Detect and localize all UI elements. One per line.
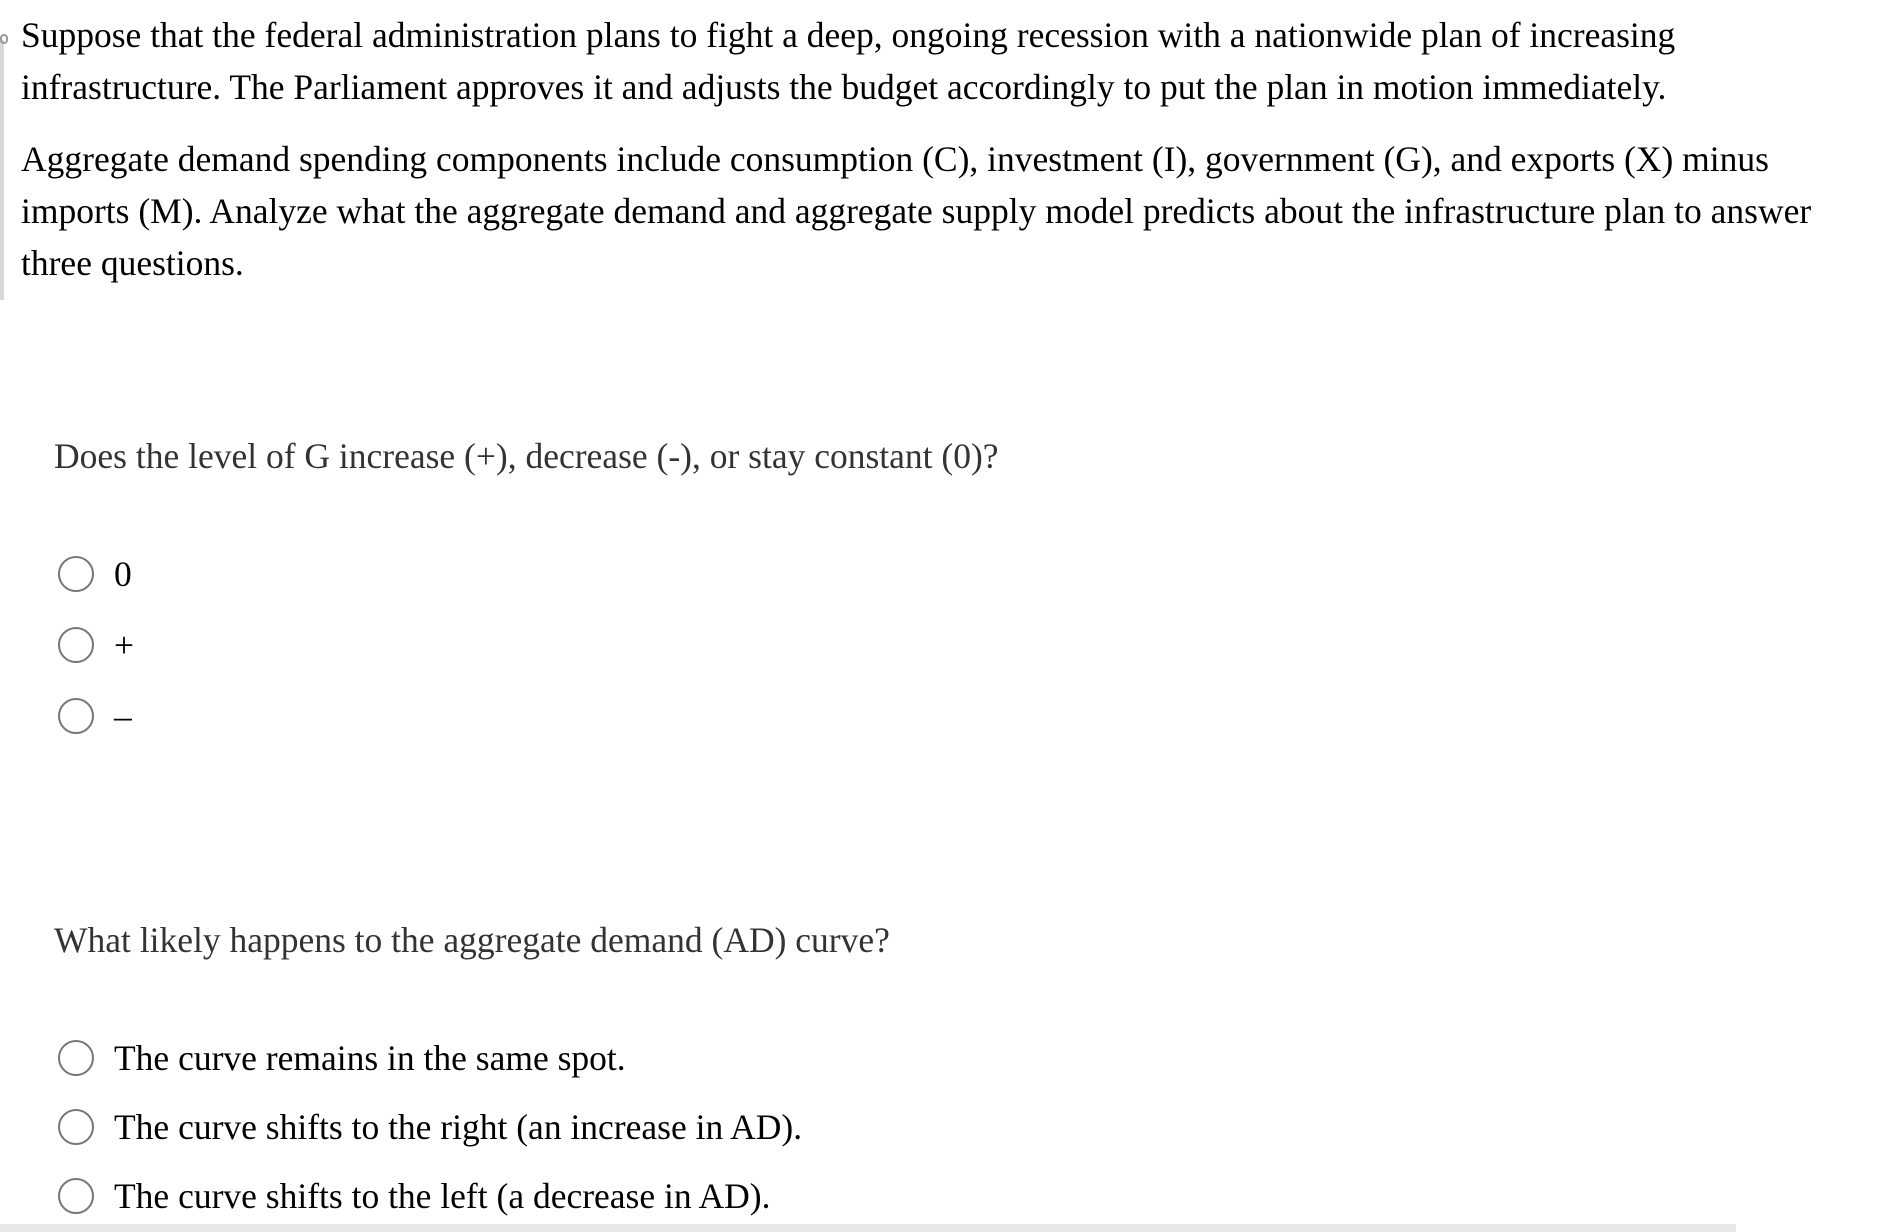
radio-button[interactable] — [58, 698, 94, 734]
option-label: The curve shifts to the left (a decrease in AD). — [114, 1176, 771, 1216]
option-label: The curve shifts to the right (an increase in AD). — [114, 1107, 803, 1147]
radio-button[interactable] — [58, 1178, 94, 1214]
intro-paragraph-2: Aggregate demand spending components include consumption (C), investment (I), government (G), and exports (X) minus imports (M). Analyze what the aggregate demand and aggregate supply model predicts about the infrastructure plan to answer three questions. — [21, 139, 1812, 283]
option-label: + — [114, 625, 135, 665]
radio-button[interactable] — [58, 1109, 94, 1145]
radio-button[interactable] — [58, 627, 94, 663]
bottom-divider — [0, 1224, 1736, 1232]
left-edge-rule — [0, 40, 4, 300]
option-ad-shift-left[interactable] — [58, 1172, 771, 1220]
left-edge-marker — [0, 34, 8, 44]
radio-button[interactable] — [58, 556, 94, 592]
question-g-level-prompt: Does the level of G increase (+), decrease (-), or stay constant (0)? — [54, 436, 999, 476]
option-g-decrease[interactable] — [58, 692, 132, 740]
option-ad-same-spot[interactable] — [58, 1034, 626, 1082]
option-label: – — [114, 696, 132, 736]
option-label: The curve remains in the same spot. — [114, 1038, 626, 1078]
option-label: 0 — [114, 554, 132, 594]
option-ad-shift-right[interactable] — [58, 1103, 802, 1151]
radio-button[interactable] — [58, 1040, 94, 1076]
intro-paragraph-1: Suppose that the federal administration plans to fight a deep, ongoing recession with a nationwide plan of increasing infrastructure. The Parliament approves it and adjusts the budget accordingly to put the plan in motion immediately. — [21, 15, 1676, 107]
option-g-increase[interactable] — [58, 621, 134, 669]
option-g-constant[interactable] — [58, 550, 132, 598]
question-ad-curve-prompt: What likely happens to the aggregate demand (AD) curve? — [54, 920, 890, 960]
